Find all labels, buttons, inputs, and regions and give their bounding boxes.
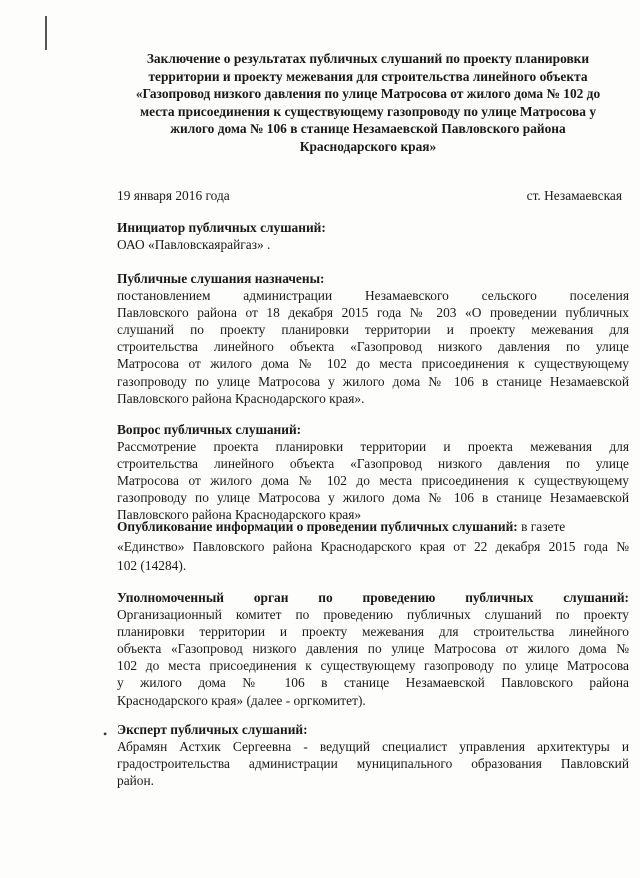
authority-line: Организационный комитет по проведению публичных слушаний по проекту bbox=[117, 607, 629, 623]
bullet-mark: • bbox=[103, 727, 108, 741]
authority-line: у жилого дома № 106 в станице Незамаевской Павловского района bbox=[117, 675, 629, 691]
title-line: территории и проекту межевания для строительства линейного объекта bbox=[148, 68, 588, 84]
publication-heading: Опубликование информации о проведении публичных слушаний: bbox=[117, 519, 518, 534]
title-line: Заключение о результатах публичных слушаний по проекту планировки bbox=[146, 51, 590, 66]
title-line: Краснодарского края» bbox=[299, 138, 437, 154]
question-line: Матросова от жилого дома № 102 до места присоединения к существующему bbox=[117, 473, 629, 489]
expert-line: район. bbox=[117, 773, 155, 789]
authority-line: Краснодарского края» (далее - оргкомитет). bbox=[117, 692, 366, 708]
expert-section bbox=[117, 721, 629, 789]
publication-text-first: в газете bbox=[517, 519, 566, 534]
publication-section bbox=[117, 517, 629, 576]
title-line: места присоединения к существующему газопроводу по улице Матросова у bbox=[139, 103, 597, 119]
appointed-line: газопроводу по улице Матросова у жилого дома № 106 в станице Незамаевской bbox=[117, 373, 629, 389]
appointed-line: постановлением администрации Незамаевского сельского поселения bbox=[117, 288, 629, 304]
authority-line: 102 до места присоединения к существующему газопроводу по улице Матросова bbox=[117, 658, 629, 674]
authority-heading: Уполномоченный орган по проведению публичных слушаний: bbox=[117, 590, 629, 605]
document-date: 19 января 2016 года bbox=[117, 188, 230, 203]
appointed-line: слушаний по проекту планировки территории и проекту межевания для bbox=[117, 322, 629, 338]
appointed-heading: Публичные слушания назначены: bbox=[117, 271, 325, 286]
appointed-line: Павловского района от 18 декабря 2015 года № 203 «О проведении публичных bbox=[117, 305, 629, 321]
margin-mark bbox=[45, 16, 47, 50]
authority-line: объекта «Газопровод низкого давления по улице Матросова от жилого дома № bbox=[117, 641, 629, 657]
expert-heading: Эксперт публичных слушаний: bbox=[117, 722, 308, 737]
expert-line: градостроительства администрации муниципального образования Павловский bbox=[117, 756, 629, 772]
expert-line: Абрамян Астхик Сергеевна - ведущий специалист управления архитектуры и bbox=[117, 739, 629, 755]
initiator-section bbox=[117, 219, 629, 253]
question-heading: Вопрос публичных слушаний: bbox=[117, 422, 302, 437]
publication-first-line bbox=[117, 517, 629, 537]
question-line: Павловского района Краснодарского края» bbox=[117, 507, 362, 523]
document-title bbox=[108, 50, 628, 156]
publication-line: 102 (14284). bbox=[117, 558, 187, 573]
authority-line: планировки территории и проекту межевания для строительства линейного bbox=[117, 624, 629, 640]
appointed-section bbox=[117, 270, 629, 407]
question-line: строительства линейного объекта «Газопровод низкого давления по улице bbox=[117, 456, 629, 472]
question-section bbox=[117, 421, 629, 524]
title-line: жилого дома № 106 в станице Незамаевской Павловского района bbox=[170, 121, 566, 137]
appointed-line: Павловского района Краснодарского края». bbox=[117, 390, 365, 406]
authority-section bbox=[117, 589, 629, 709]
appointed-line: Матросова от жилого дома № 102 до места присоединения к существующему bbox=[117, 356, 629, 372]
title-line: «Газопровод низкого давления по улице Матросова от жилого дома № 102 до bbox=[135, 86, 601, 102]
initiator-text: ОАО «Павловскаярайгаз» . bbox=[117, 237, 271, 253]
appointed-line: строительства линейного объекта «Газопровод низкого давления по улице bbox=[117, 339, 629, 355]
document-place: ст. Незамаевская bbox=[526, 188, 622, 203]
question-line: газопроводу по улице Матросова у жилого дома № 106 в станице Незамаевской bbox=[117, 490, 629, 506]
initiator-heading: Инициатор публичных слушаний: bbox=[117, 220, 326, 235]
question-line: Рассмотрение проекта планировки территории и проекта межевания для bbox=[117, 439, 629, 455]
publication-line: «Единство» Павловского района Краснодарского края от 22 декабря 2015 года № bbox=[117, 538, 629, 554]
